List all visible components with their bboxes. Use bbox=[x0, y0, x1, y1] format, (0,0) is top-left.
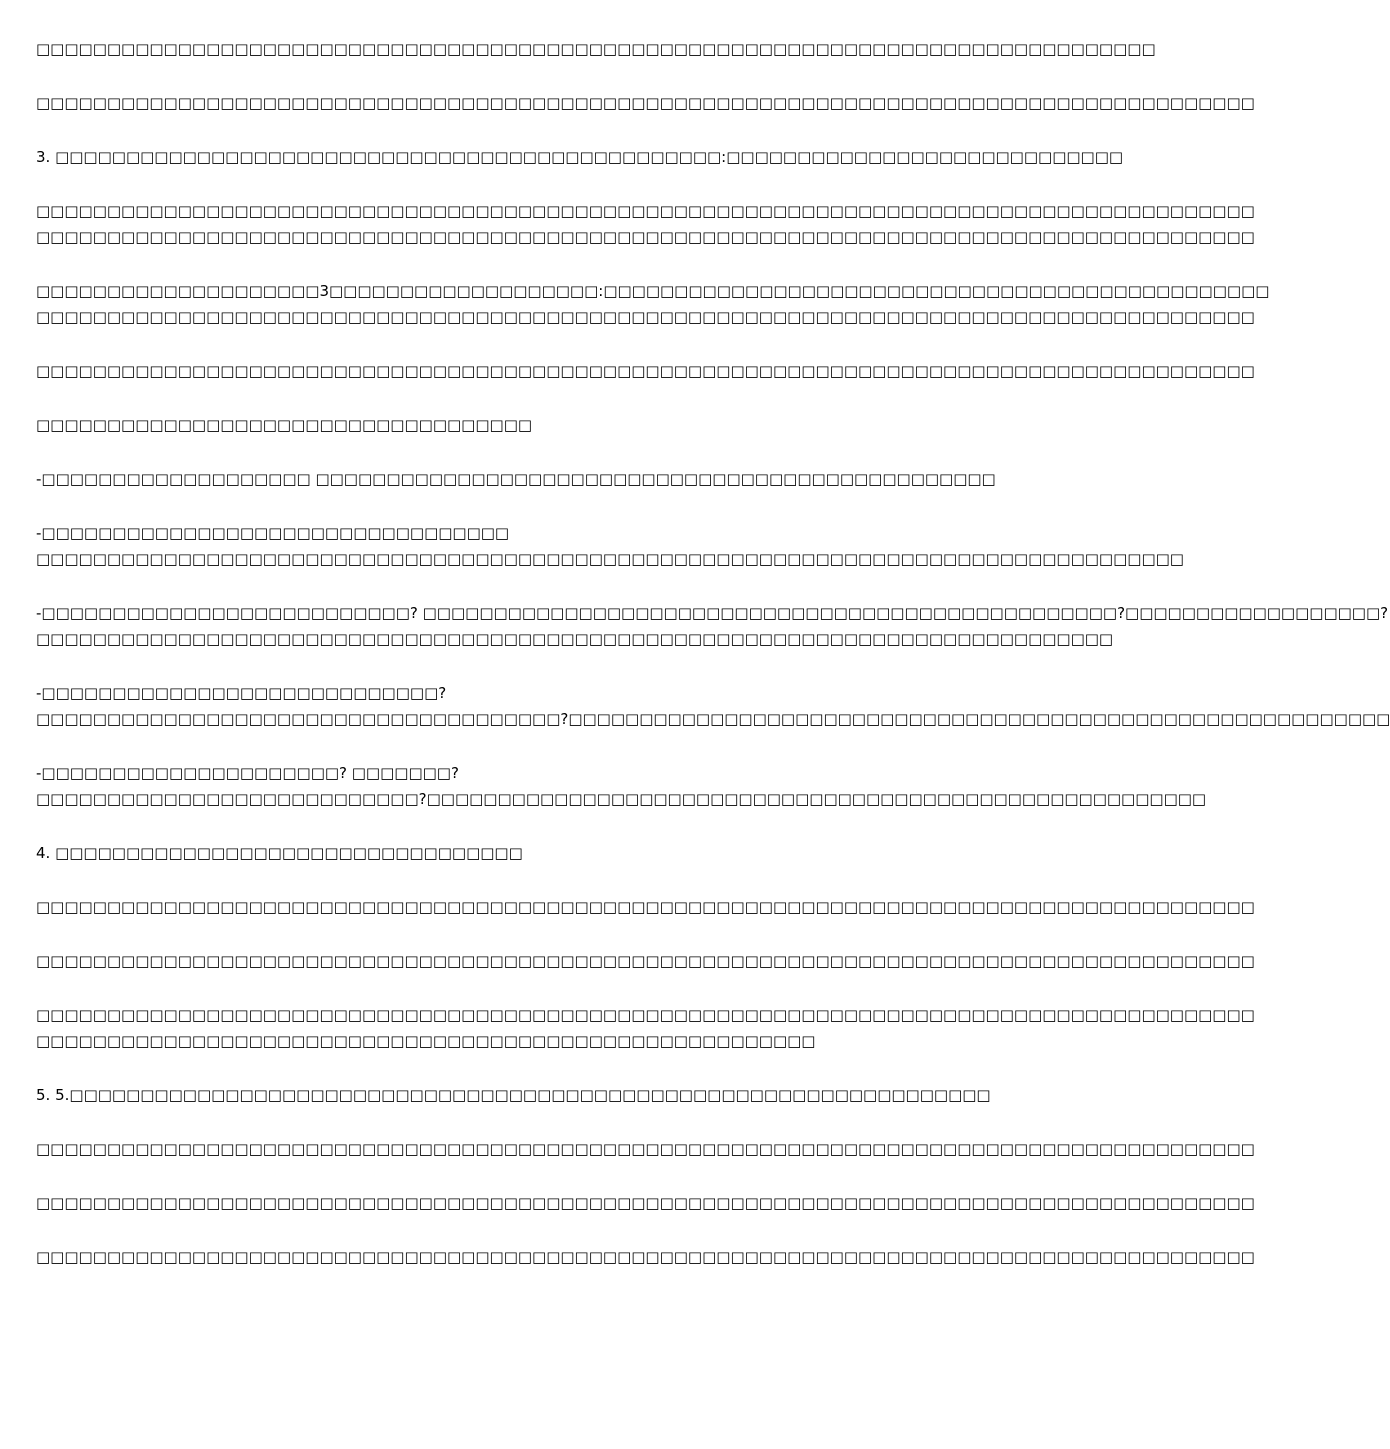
text-line: 4. □□□□□□□□□□□□□□□□□□□□□□□□□□□□□□□□□ bbox=[36, 844, 523, 862]
text-line: □□□□□□□□□□□□□□□□□□□□□□□□□□□□□□□□□□□ bbox=[36, 416, 533, 434]
paragraph bbox=[36, 1002, 1255, 1054]
paragraph bbox=[36, 278, 1270, 330]
text-line: □□□□□□□□□□□□□□□□□□□□□□□□□□□□□□□□□□□□□□□□□□□□□□□□□□□□□□□□□□□□□□□□□□□□□□□□□□□□□□□□□□□□□□ bbox=[36, 1006, 1255, 1024]
paragraph bbox=[36, 412, 990, 438]
text-line: □□□□□□□□□□□□□□□□□□□□□□□□□□□□□□□□□□□□□□□□□□□□□□□□□□□□□□□□□□□□□□□□□□□□□□□□□□□□□□□□□□□□□□ bbox=[36, 1194, 1255, 1212]
bullet-item bbox=[36, 466, 996, 492]
text-line: □□□□□□□□□□□□□□□□□□□□□□□□□□□□□□□□□□□□□□□□□□□□□□□□□□□□□□□□□□□□□□□□□□□□□□□□□□□□□□□□□□□□□□ bbox=[36, 1140, 1255, 1158]
section-heading-5 bbox=[36, 1082, 990, 1108]
text-line: -□□□□□□□□□□□□□□□□□□□□□□□□□□? □□□□□□□□□□□□□□□□□□□□□□□□□□□□□□□□□□□□□□□□□□□□□□□□□?□□□□□□□□□□□□□□□□□□? bbox=[36, 604, 1389, 622]
paragraph bbox=[36, 894, 1255, 920]
text-line: □□□□□□□□□□□□□□□□□□□□□□□□□□□□□□□□□□□□□□□□□□□□□□□□□□□□□□□□□□□□□□□□□□□□□□□□□□□□□□□□□□□□□□ bbox=[36, 898, 1255, 916]
paragraph bbox=[36, 198, 1255, 250]
section-heading-3 bbox=[36, 144, 1124, 170]
paragraph bbox=[36, 90, 1255, 116]
paragraph bbox=[36, 1190, 1255, 1216]
text-line: □□□□□□□□□□□□□□□□□□□□□□□□□□□□□□□□□□□□□□□□□□□□□□□□□□□□□□□ bbox=[36, 1032, 816, 1050]
text-line: □□□□□□□□□□□□□□□□□□□□□□□□□□□□□□□□□□□□□□□□□□□□□□□□□□□□□□□□□□□□□□□□□□□□□□□□□□□□□□□□□□□□□□ bbox=[36, 308, 1255, 326]
text-line: □□□□□□□□□□□□□□□□□□□□□□□□□□□□□□□□□□□□□□□□□□□□□□□□□□□□□□□□□□□□□□□□□□□□□□□□□□□□□□□□□□□□□□ bbox=[36, 362, 1255, 380]
text-line: □□□□□□□□□□□□□□□□□□□□□□□□□□□□□□□□□□□□□?□□□□□□□□□□□□□□□□□□□□□□□□□□□□□□□□□□□□□□□□□□□□□□□□□□□□□□□□□□ bbox=[36, 710, 1390, 728]
text-line: □□□□□□□□□□□□□□□□□□□□□□□□□□□□□□□□□□□□□□□□□□□□□□□□□□□□□□□□□□□□□□□□□□□□□□□□□□□□□□□□□□□□□□ bbox=[36, 1248, 1255, 1266]
section-heading-4 bbox=[36, 840, 990, 866]
paragraph bbox=[36, 1244, 1255, 1270]
text-line: □□□□□□□□□□□□□□□□□□□□3□□□□□□□□□□□□□□□□□□□:□□□□□□□□□□□□□□□□□□□□□□□□□□□□□□□□□□□□□□□□□□□□□□□ bbox=[36, 282, 1270, 300]
text-line: □□□□□□□□□□□□□□□□□□□□□□□□□□□□□□□□□□□□□□□□□□□□□□□□□□□□□□□□□□□□□□□□□□□□□□□□□□□□□□□ bbox=[36, 40, 1156, 58]
paragraph bbox=[36, 948, 1255, 974]
text-line: -□□□□□□□□□□□□□□□□□□□□□□□□□□□□? bbox=[36, 684, 447, 702]
text-line: □□□□□□□□□□□□□□□□□□□□□□□□□□□□□□□□□□□□□□□□□□□□□□□□□□□□□□□□□□□□□□□□□□□□□□□□□□□□ bbox=[36, 630, 1114, 648]
text-line: □□□□□□□□□□□□□□□□□□□□□□□□□□□?□□□□□□□□□□□□□□□□□□□□□□□□□□□□□□□□□□□□□□□□□□□□□□□□□□□□□□□ bbox=[36, 790, 1207, 808]
text-line: -□□□□□□□□□□□□□□□□□□□ □□□□□□□□□□□□□□□□□□□□□□□□□□□□□□□□□□□□□□□□□□□□□□□□ bbox=[36, 470, 996, 488]
bullet-item bbox=[36, 760, 1207, 812]
text-line: □□□□□□□□□□□□□□□□□□□□□□□□□□□□□□□□□□□□□□□□□□□□□□□□□□□□□□□□□□□□□□□□□□□□□□□□□□□□□□□□□□□□□□ bbox=[36, 94, 1255, 112]
text-line: □□□□□□□□□□□□□□□□□□□□□□□□□□□□□□□□□□□□□□□□□□□□□□□□□□□□□□□□□□□□□□□□□□□□□□□□□□□□□□□□□□□□□□ bbox=[36, 202, 1255, 220]
paragraph bbox=[36, 36, 1156, 62]
text-line: 5. 5.□□□□□□□□□□□□□□□□□□□□□□□□□□□□□□□□□□□□□□□□□□□□□□□□□□□□□□□□□□□□□□□□□ bbox=[36, 1086, 991, 1104]
text-line: 3. □□□□□□□□□□□□□□□□□□□□□□□□□□□□□□□□□□□□□□□□□□□□□□□:□□□□□□□□□□□□□□□□□□□□□□□□□□□□ bbox=[36, 148, 1124, 166]
paragraph bbox=[36, 1136, 1255, 1162]
bullet-item bbox=[36, 600, 1389, 652]
paragraph bbox=[36, 358, 1255, 384]
document-body bbox=[36, 36, 1390, 1298]
text-line: □□□□□□□□□□□□□□□□□□□□□□□□□□□□□□□□□□□□□□□□□□□□□□□□□□□□□□□□□□□□□□□□□□□□□□□□□□□□□□□□□□□□□□ bbox=[36, 228, 1255, 246]
text-line: -□□□□□□□□□□□□□□□□□□□□□? □□□□□□□? bbox=[36, 764, 459, 782]
text-line: -□□□□□□□□□□□□□□□□□□□□□□□□□□□□□□□□□ bbox=[36, 524, 510, 542]
text-line: □□□□□□□□□□□□□□□□□□□□□□□□□□□□□□□□□□□□□□□□□□□□□□□□□□□□□□□□□□□□□□□□□□□□□□□□□□□□□□□□□ bbox=[36, 550, 1184, 568]
text-line: □□□□□□□□□□□□□□□□□□□□□□□□□□□□□□□□□□□□□□□□□□□□□□□□□□□□□□□□□□□□□□□□□□□□□□□□□□□□□□□□□□□□□□ bbox=[36, 952, 1255, 970]
bullet-item bbox=[36, 520, 1184, 572]
bullet-item bbox=[36, 680, 1390, 732]
